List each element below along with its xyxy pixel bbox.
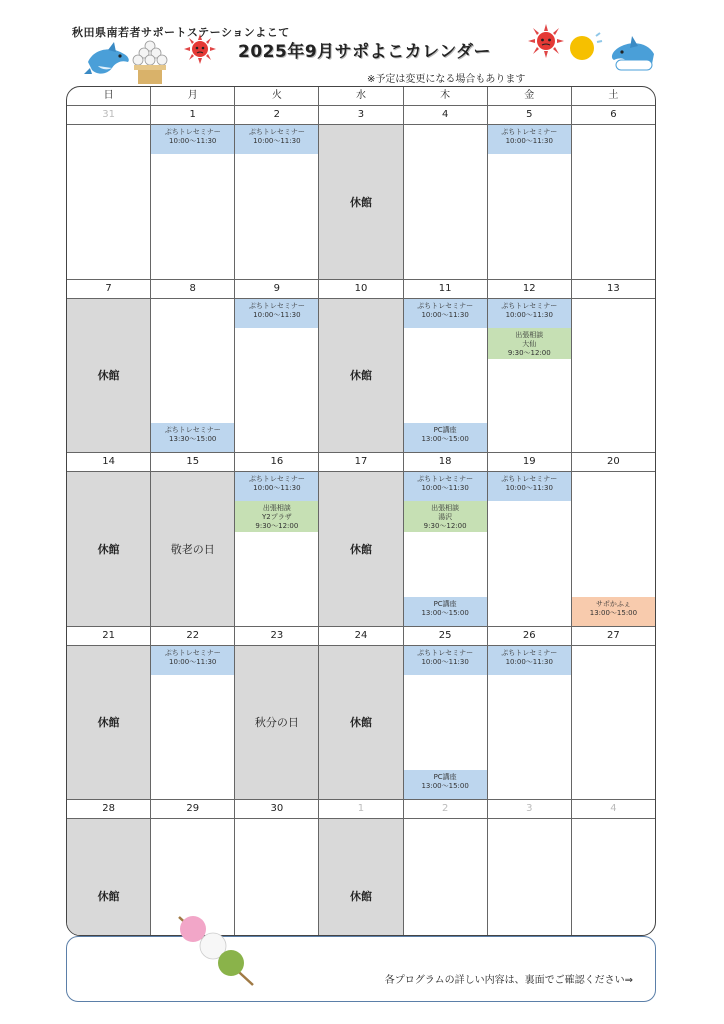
calendar-day-cell	[151, 280, 235, 454]
dango-stand-icon	[130, 38, 170, 86]
calendar-day-cell	[404, 280, 488, 454]
day-number: 21	[67, 627, 150, 646]
event-block	[235, 299, 318, 328]
calendar-day-cell	[67, 280, 151, 454]
closed-day-body	[319, 819, 402, 936]
day-number: 18	[404, 453, 487, 472]
day-body	[488, 472, 571, 626]
event-text-line: ぷちトレセミナー	[417, 475, 474, 483]
day-number: 3	[319, 106, 402, 125]
closed-day-body	[151, 472, 234, 626]
event-text-line: 10:00〜11:30	[505, 484, 553, 492]
event-text-line: 出張相談	[431, 504, 460, 512]
event-text-line: 10:00〜11:30	[253, 484, 301, 492]
calendar-week-row	[67, 106, 655, 280]
day-number: 16	[235, 453, 318, 472]
sun-icon	[564, 30, 604, 66]
calendar-day-cell	[404, 800, 488, 936]
day-body	[151, 299, 234, 453]
day-number: 30	[235, 800, 318, 819]
calendar-day-cell	[319, 106, 403, 280]
event-block	[488, 299, 571, 328]
calendar-day-cell	[319, 627, 403, 801]
day-body	[235, 472, 318, 626]
calendar-day-cell	[572, 627, 655, 801]
event-text-line: 10:00〜11:30	[253, 137, 301, 145]
calendar-day-cell	[404, 106, 488, 280]
closed-label: 休館	[97, 369, 120, 383]
day-body	[488, 125, 571, 279]
schedule-note: ※予定は変更になる場合もあります	[367, 74, 526, 85]
weekday-sun: 日	[67, 87, 151, 105]
event-text-line: 13:00〜15:00	[421, 608, 469, 617]
dolphin-icon-right	[602, 34, 658, 78]
day-body	[235, 299, 318, 453]
event-text-line: 10:00〜11:30	[421, 310, 469, 319]
day-number: 7	[67, 280, 150, 299]
calendar-day-cell	[488, 800, 572, 936]
event-text-line: ぷちトレセミナー	[248, 128, 305, 136]
day-body	[404, 472, 487, 626]
day-number: 4	[572, 800, 655, 819]
day-number: 22	[151, 627, 234, 646]
day-number: 12	[488, 280, 571, 299]
day-number: 23	[235, 627, 318, 646]
calendar-day-cell	[319, 280, 403, 454]
holiday-label: 敬老の日	[170, 542, 215, 556]
closed-day-body	[67, 819, 150, 936]
event-text-line: ぷちトレセミナー	[501, 128, 558, 136]
day-body	[488, 646, 571, 800]
day-body	[404, 819, 487, 936]
event-text-line: 10:00〜11:30	[505, 657, 553, 666]
calendar-day-cell	[67, 453, 151, 627]
calendar-day-cell	[235, 627, 319, 801]
dango-skewer-icon	[173, 913, 257, 989]
event-block	[235, 501, 318, 532]
event-text-line: ぷちトレセミナー	[501, 301, 558, 310]
calendar-day-cell	[151, 106, 235, 280]
event-block	[404, 770, 487, 799]
event-block	[151, 646, 234, 675]
calendar-week-row	[67, 627, 655, 801]
closed-label: 休館	[97, 716, 120, 730]
calendar-day-cell	[572, 280, 655, 454]
day-number: 24	[319, 627, 402, 646]
weekday-sat: 土	[608, 90, 619, 101]
day-body	[151, 646, 234, 800]
event-block	[404, 597, 487, 626]
event-block	[404, 472, 487, 501]
calendar-day-cell	[319, 453, 403, 627]
weekday-mon: 月	[151, 87, 235, 105]
weekday-tue: 火	[235, 87, 319, 105]
event-text-line: ぷちトレセミナー	[417, 648, 474, 657]
day-body	[572, 125, 655, 279]
day-number: 17	[319, 453, 402, 472]
event-text-line: 13:00〜15:00	[421, 435, 469, 443]
calendar-day-cell	[572, 453, 655, 627]
closed-day-body	[319, 125, 402, 279]
day-number: 13	[572, 280, 655, 299]
closed-day-body	[235, 646, 318, 800]
event-text-line: 9:30〜12:00	[255, 522, 299, 530]
day-number: 27	[572, 627, 655, 646]
calendar-day-cell	[488, 106, 572, 280]
day-number: 11	[404, 280, 487, 299]
day-body	[572, 472, 655, 626]
day-number: 4	[404, 106, 487, 125]
closed-day-body	[319, 299, 402, 453]
day-body	[488, 819, 571, 936]
event-text-line: ぷちトレセミナー	[164, 648, 221, 657]
day-number: 26	[488, 627, 571, 646]
weekday-thu: 木	[404, 87, 488, 105]
event-text-line: 10:00〜11:30	[505, 137, 553, 145]
footer	[66, 936, 656, 1002]
event-text-line: 湯沢	[438, 513, 453, 521]
day-number: 15	[151, 453, 234, 472]
day-body	[572, 646, 655, 800]
event-text-line: サポかふぇ	[595, 599, 631, 608]
closed-day-body	[67, 472, 150, 626]
event-block	[488, 125, 571, 154]
calendar-day-cell	[488, 453, 572, 627]
event-text-line: PC講座	[433, 773, 457, 781]
day-body	[404, 125, 487, 279]
organization-name: 秋田県南若者サポートステーションよこて	[72, 26, 290, 39]
day-number: 14	[67, 453, 150, 472]
calendar-day-cell	[67, 800, 151, 936]
event-text-line: ぷちトレセミナー	[417, 301, 474, 310]
closed-label: 休館	[97, 890, 120, 904]
sun-face-icon-right	[528, 24, 564, 58]
event-text-line: 10:00〜11:30	[169, 137, 217, 145]
calendar-day-cell	[572, 106, 655, 280]
day-number: 31	[67, 106, 150, 125]
closed-label: 休館	[349, 542, 372, 556]
calendar-day-cell	[151, 453, 235, 627]
event-block	[404, 423, 487, 452]
day-number: 25	[404, 627, 487, 646]
calendar-day-cell	[488, 280, 572, 454]
day-number: 9	[235, 280, 318, 299]
calendar-day-cell	[67, 627, 151, 801]
day-body	[404, 299, 487, 453]
day-number: 6	[572, 106, 655, 125]
day-number: 19	[488, 453, 571, 472]
event-text-line: 出張相談	[262, 504, 291, 512]
event-block	[404, 501, 487, 532]
calendar-day-cell	[67, 106, 151, 280]
calendar-day-cell	[404, 627, 488, 801]
day-number: 2	[235, 106, 318, 125]
page-title: 2025年9月サポよこカレンダー	[238, 42, 492, 62]
event-text-line: ぷちトレセミナー	[164, 128, 221, 136]
day-body	[151, 125, 234, 279]
calendar-day-cell	[319, 800, 403, 936]
event-text-line: 10:00〜11:30	[421, 657, 469, 666]
calendar-day-cell	[572, 800, 655, 936]
day-number: 8	[151, 280, 234, 299]
event-text-line: ぷちトレセミナー	[501, 475, 558, 483]
calendar-week-row	[67, 800, 655, 936]
event-text-line: ぷちトレセミナー	[501, 648, 558, 657]
day-number: 10	[319, 280, 402, 299]
day-number: 3	[488, 800, 571, 819]
weekday-header-row	[67, 87, 655, 106]
day-body	[404, 646, 487, 800]
closed-label: 休館	[97, 542, 120, 556]
calendar-grid	[67, 87, 655, 935]
event-block	[404, 299, 487, 328]
event-block	[151, 423, 234, 452]
event-block	[488, 328, 571, 359]
day-number: 2	[404, 800, 487, 819]
day-body	[67, 125, 150, 279]
closed-label: 休館	[349, 369, 372, 383]
header	[0, 0, 724, 86]
event-block	[572, 597, 655, 626]
day-number: 1	[319, 800, 402, 819]
dolphin-icon	[84, 40, 134, 82]
closed-day-body	[319, 472, 402, 626]
event-block	[488, 472, 571, 501]
closed-day-body	[67, 646, 150, 800]
event-text-line: PC講座	[433, 426, 457, 434]
event-text-line: 13:00〜15:00	[421, 782, 469, 790]
weekday-wed: 水	[319, 87, 403, 105]
calendar-day-cell	[235, 106, 319, 280]
day-number: 20	[572, 453, 655, 472]
weekday-fri: 金	[488, 87, 572, 105]
event-block	[404, 646, 487, 675]
calendar-day-cell	[235, 453, 319, 627]
event-block	[235, 125, 318, 154]
event-text-line: 出張相談	[515, 330, 544, 339]
calendar-day-cell	[488, 627, 572, 801]
closed-label: 休館	[349, 890, 372, 904]
event-block	[488, 646, 571, 675]
calendar-week-row	[67, 453, 655, 627]
calendar	[66, 86, 656, 936]
event-text-line: 13:00〜15:00	[589, 608, 638, 617]
day-body	[235, 125, 318, 279]
day-number: 1	[151, 106, 234, 125]
event-text-line: ぷちトレセミナー	[164, 426, 221, 434]
event-text-line: ぷちトレセミナー	[248, 301, 305, 310]
calendar-day-cell	[151, 627, 235, 801]
event-block	[151, 125, 234, 154]
event-text-line: 10:00〜11:30	[421, 484, 469, 492]
day-number: 29	[151, 800, 234, 819]
event-text-line: 9:30〜12:00	[423, 522, 467, 530]
closed-label: 休館	[349, 716, 372, 730]
holiday-label: 秋分の日	[254, 716, 299, 730]
event-text-line: ぷちトレセミナー	[248, 475, 305, 483]
footer-note: 各プログラムの詳しい内容は、裏面でご確認ください⇒	[384, 975, 633, 986]
calendar-day-cell	[404, 453, 488, 627]
day-body	[572, 299, 655, 453]
event-text-line: 10:00〜11:30	[253, 310, 301, 319]
day-number: 28	[67, 800, 150, 819]
event-text-line: 10:00〜11:30	[505, 310, 553, 319]
closed-label: 休館	[349, 195, 372, 209]
day-number: 5	[488, 106, 571, 125]
event-text-line: 大仙	[522, 339, 537, 348]
event-text-line: 9:30〜12:00	[507, 348, 551, 357]
closed-day-body	[319, 646, 402, 800]
closed-day-body	[67, 299, 150, 453]
event-text-line: Y2プラザ	[261, 513, 292, 521]
day-body	[488, 299, 571, 453]
event-block	[235, 472, 318, 501]
calendar-week-row	[67, 280, 655, 454]
calendar-day-cell	[235, 280, 319, 454]
event-text-line: PC講座	[433, 599, 457, 608]
event-text-line: 10:00〜11:30	[169, 657, 217, 666]
day-body	[572, 819, 655, 936]
event-text-line: 13:30〜15:00	[169, 435, 217, 443]
